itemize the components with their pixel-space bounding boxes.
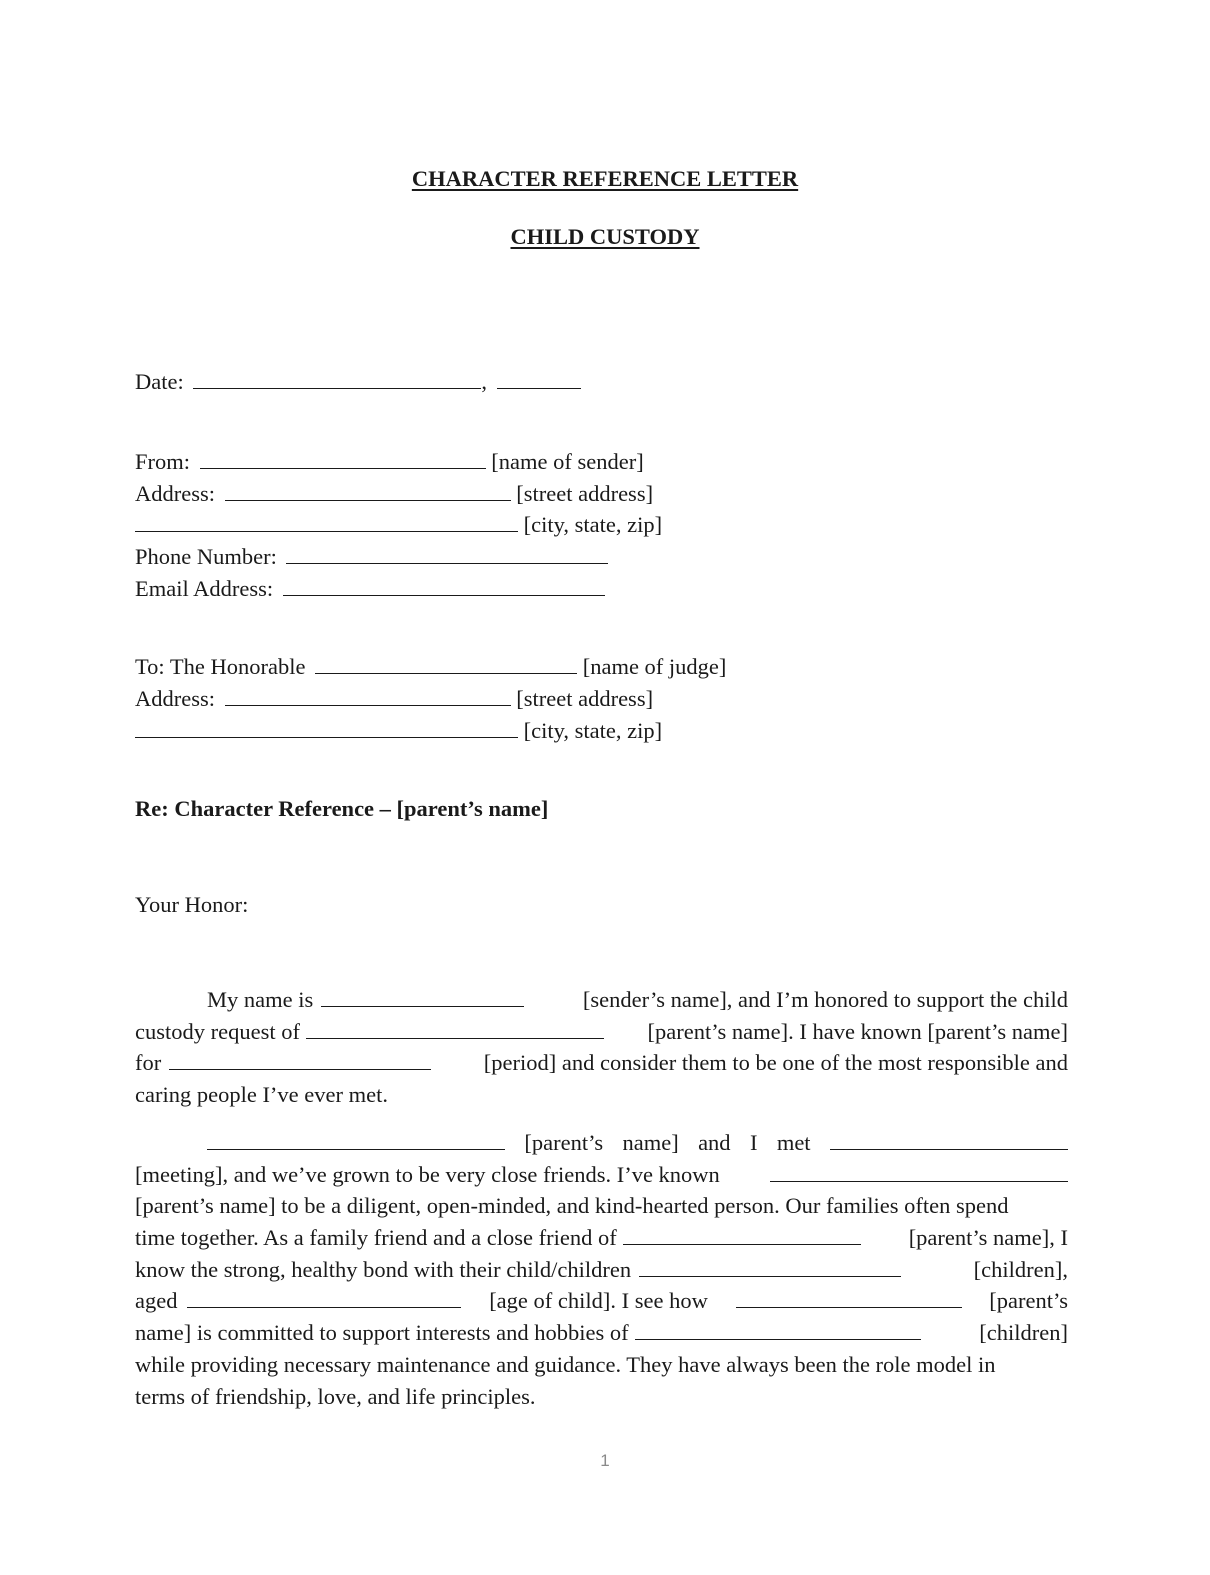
- p2-text: [parent’s: [989, 1288, 1068, 1314]
- p1-line-4: caring people I’ve ever met.: [135, 1082, 388, 1108]
- period-blank[interactable]: [169, 1051, 431, 1070]
- to-label: To: The Honorable: [135, 654, 306, 679]
- p1-text: for: [135, 1050, 162, 1076]
- parent-name-blank-4[interactable]: [623, 1226, 861, 1245]
- year-blank[interactable]: [497, 370, 581, 389]
- email-blank[interactable]: [283, 577, 605, 596]
- date-blank[interactable]: [193, 370, 481, 389]
- p1-text: [parent’s name]. I have known [parent’s name]: [647, 1018, 1068, 1044]
- sender-name-hint: [name of sender]: [491, 449, 644, 474]
- p1-line-2: [135, 1016, 1068, 1048]
- phone-label: Phone Number:: [135, 544, 277, 569]
- p2-text: while providing necessary maintenance and guidance. They have always been the role model in: [135, 1351, 996, 1377]
- parent-name-blank-2[interactable]: [207, 1131, 505, 1150]
- phone-line: [135, 544, 608, 570]
- recipient-address-label: Address:: [135, 686, 215, 711]
- p2-text: and: [698, 1130, 731, 1155]
- p2-text: [parent’s name] to be a diligent, open-minded, and kind-hearted person. Our families often spend: [135, 1193, 1009, 1219]
- p2-text: name]: [622, 1130, 679, 1155]
- sender-city-blank[interactable]: [135, 513, 518, 532]
- parent-name-blank-3[interactable]: [770, 1163, 1068, 1182]
- p2-line-9: terms of friendship, love, and life principles.: [135, 1383, 536, 1409]
- date-label: Date:: [135, 369, 184, 394]
- recipient-city-hint: [city, state, zip]: [523, 718, 663, 743]
- subject-line: Re: Character Reference – [parent’s name]: [135, 796, 549, 821]
- sender-address-line: [135, 481, 653, 507]
- p2-text: [parent’s: [524, 1130, 604, 1155]
- p2-line-1: [135, 1127, 1068, 1159]
- document-title: CHARACTER REFERENCE LETTER: [411, 166, 799, 191]
- p2-text: [age of child]. I see how: [489, 1288, 708, 1314]
- sender-address-label: Address:: [135, 481, 215, 506]
- p2-line-2: [135, 1159, 1068, 1191]
- p2-line-6: [135, 1285, 1068, 1317]
- recipient-city-line: [135, 718, 662, 744]
- paragraph-1: [135, 984, 1068, 1111]
- parent-name-blank-5[interactable]: [736, 1289, 962, 1308]
- phone-blank[interactable]: [286, 545, 608, 564]
- email-line: [135, 576, 605, 602]
- p2-text: met: [776, 1130, 811, 1155]
- judge-name-blank[interactable]: [315, 655, 577, 674]
- meeting-blank[interactable]: [830, 1131, 1068, 1150]
- date-line: [135, 369, 581, 395]
- sender-name-blank[interactable]: [200, 450, 486, 469]
- sender-street-blank[interactable]: [225, 482, 511, 501]
- recipient-city-blank[interactable]: [135, 719, 518, 738]
- date-comma: ,: [481, 369, 487, 394]
- paragraph-2: [135, 1127, 1068, 1412]
- p1-line-1: [135, 984, 1068, 1016]
- p2-text: [parent’s name], I: [908, 1225, 1068, 1251]
- children-blank-1[interactable]: [639, 1258, 901, 1277]
- p1-line-3: [135, 1047, 1068, 1079]
- p1-text: [period] and consider them to be one of the most responsible and: [483, 1050, 1068, 1076]
- p1-text: custody request of: [135, 1018, 300, 1044]
- p2-text: I: [749, 1130, 758, 1155]
- p2-text: know the strong, healthy bond with their child/children: [135, 1256, 632, 1282]
- document-subtitle: CHILD CUSTODY: [510, 224, 700, 249]
- p2-text: [children],: [973, 1256, 1068, 1282]
- page-number: 1: [600, 1451, 610, 1470]
- p2-line-8: [135, 1349, 1068, 1381]
- p2-line-7: [135, 1317, 1068, 1349]
- p2-line-5: [135, 1254, 1068, 1286]
- recipient-street-blank[interactable]: [225, 687, 511, 706]
- p2-text: time together. As a family friend and a close friend of: [135, 1225, 617, 1251]
- p2-text: [meeting], and we’ve grown to be very close friends. I’ve known: [135, 1161, 720, 1187]
- sender-city-hint: [city, state, zip]: [523, 512, 663, 537]
- sender-name-body-blank[interactable]: [321, 988, 524, 1007]
- from-line: [135, 449, 644, 475]
- age-of-child-blank[interactable]: [187, 1289, 461, 1308]
- recipient-address-line: [135, 686, 653, 712]
- recipient-street-hint: [street address]: [516, 686, 654, 711]
- p1-text: My name is: [207, 987, 314, 1012]
- p1-text: [sender’s name], and I’m honored to support the child: [582, 987, 1068, 1012]
- to-line: [135, 654, 726, 680]
- email-label: Email Address:: [135, 576, 274, 601]
- from-label: From:: [135, 449, 191, 474]
- judge-name-hint: [name of judge]: [582, 654, 727, 679]
- p2-text: name] is committed to support interests and hobbies of: [135, 1320, 629, 1346]
- sender-street-hint: [street address]: [516, 481, 654, 506]
- p2-line-3: [135, 1190, 1068, 1222]
- children-blank-2[interactable]: [635, 1321, 921, 1340]
- salutation: Your Honor:: [135, 892, 249, 917]
- p2-line-4: [135, 1222, 1068, 1254]
- p2-text: [children]: [979, 1320, 1068, 1346]
- parent-name-blank-1[interactable]: [306, 1020, 604, 1039]
- p2-text: aged: [135, 1288, 178, 1314]
- sender-city-line: [135, 512, 662, 538]
